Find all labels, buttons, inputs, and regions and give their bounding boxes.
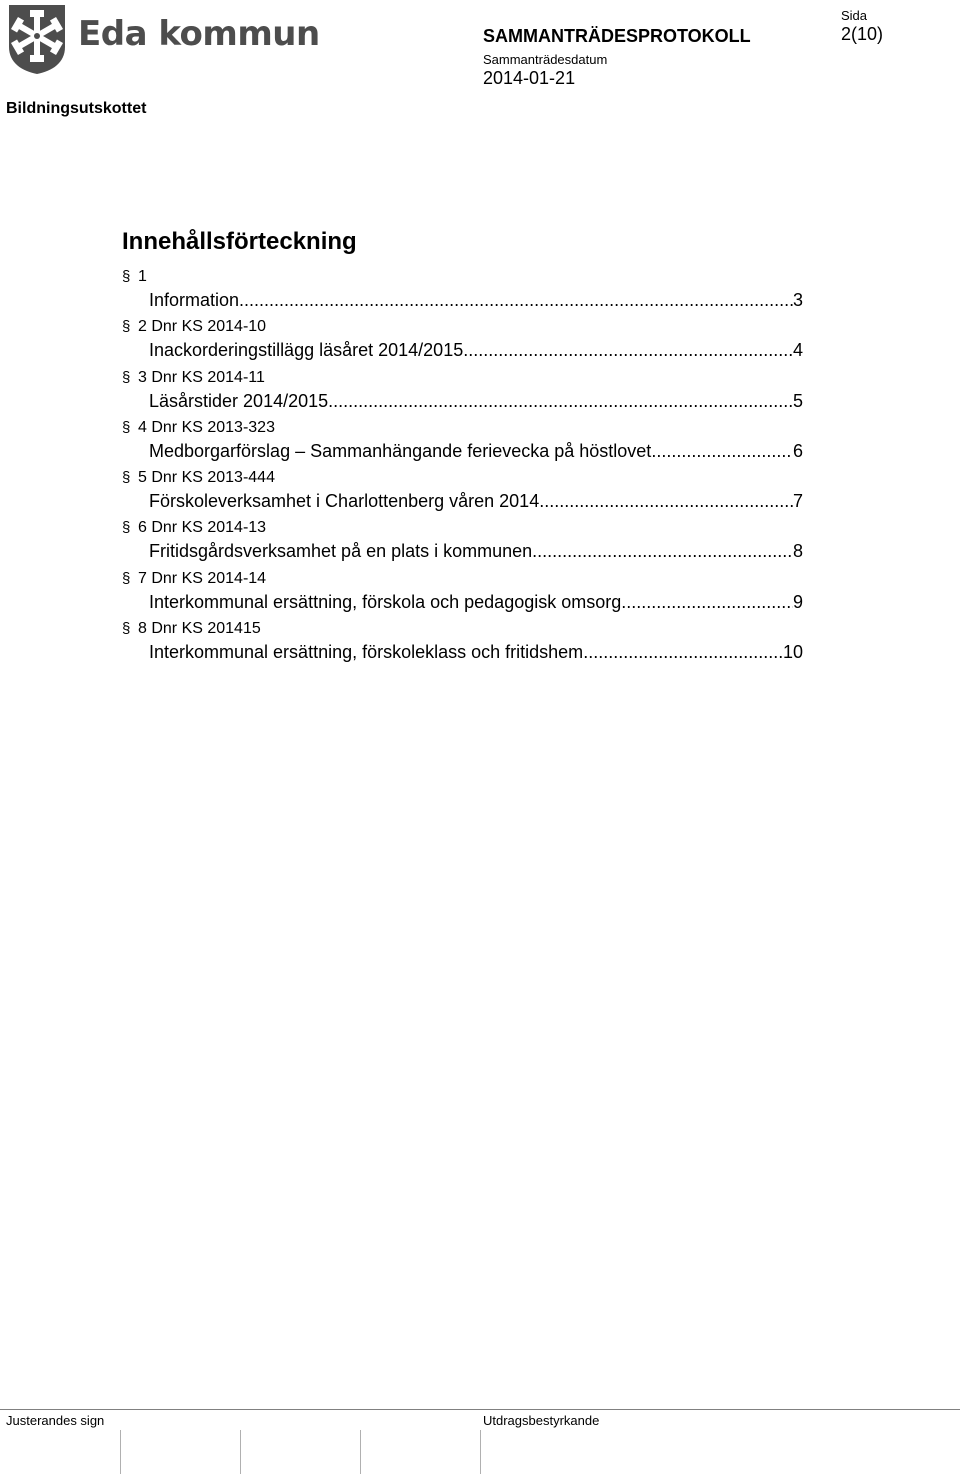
section-sign-icon: § — [122, 368, 131, 386]
toc-entry-number: 3 Dnr KS 2014-11 — [138, 368, 265, 386]
signature-box-divider — [120, 1430, 121, 1474]
toc-entry[interactable] — [122, 316, 803, 366]
page-number: 2(10) — [841, 24, 884, 44]
table-of-contents — [122, 266, 803, 668]
section-sign-icon: § — [122, 418, 131, 436]
dot-leader — [532, 539, 793, 563]
toc-entry-number: 7 Dnr KS 2014-14 — [138, 569, 267, 587]
toc-entry[interactable] — [122, 618, 803, 668]
toc-entry-page[interactable]: 8 — [792, 541, 803, 562]
toc-entry[interactable] — [122, 517, 803, 567]
toc-entry-number: 2 Dnr KS 2014-10 — [138, 318, 267, 336]
section-sign-icon: § — [122, 569, 131, 587]
dot-leader — [621, 590, 793, 614]
signature-label: Justerandes sign — [6, 1413, 105, 1428]
committee-name: Bildningsutskottet — [6, 100, 147, 117]
dot-leader — [463, 338, 793, 362]
toc-entry-title[interactable]: Fritidsgårdsverksamhet på en plats i kommunen — [149, 541, 533, 562]
section-sign-icon: § — [122, 519, 131, 537]
toc-entry-number: 6 Dnr KS 2014-13 — [138, 519, 267, 537]
section-sign-icon: § — [122, 318, 131, 336]
section-sign-icon: § — [122, 620, 131, 638]
org-name: Eda kommun — [78, 14, 320, 54]
signature-box-divider — [240, 1430, 241, 1474]
toc-entry-number: 1 — [138, 268, 147, 285]
toc-entry-title[interactable]: Information — [149, 290, 240, 310]
toc-entry-title[interactable]: Medborgarförslag – Sammanhängande ferievecka på höstlovet — [149, 440, 652, 461]
toc-entry-title[interactable]: Interkommunal ersättning, förskola och pedagogisk omsorg — [149, 591, 622, 612]
toc-entry-page[interactable]: 5 — [792, 390, 803, 411]
document-type: SAMMANTRÄDESPROTOKOLL — [483, 26, 751, 46]
section-sign-icon: § — [122, 469, 131, 487]
signature-box-divider — [360, 1430, 361, 1474]
dot-leader — [539, 489, 793, 513]
municipal-coat-of-arms-icon — [6, 3, 68, 75]
toc-entry-title[interactable]: Inackorderingstillägg läsåret 2014/2015 — [149, 340, 464, 361]
toc-entry[interactable] — [122, 417, 803, 467]
page-label: Sida — [841, 8, 868, 23]
dot-leader — [328, 389, 793, 413]
toc-entry-number: 4 Dnr KS 2013-323 — [138, 418, 275, 436]
dot-leader — [239, 288, 793, 312]
toc-entry-page[interactable]: 10 — [782, 642, 803, 663]
meeting-date-label: Sammanträdesdatum — [483, 52, 608, 67]
toc-entry[interactable] — [122, 367, 803, 417]
toc-entry-title[interactable]: Förskoleverksamhet i Charlottenberg våren 2014 — [149, 491, 540, 512]
toc-entry[interactable] — [122, 568, 803, 618]
toc-entry-page[interactable]: 7 — [792, 491, 803, 512]
signature-box-divider — [480, 1430, 481, 1474]
toc-entry[interactable] — [122, 266, 803, 316]
toc-entry[interactable] — [122, 467, 803, 517]
dot-leader — [651, 439, 793, 463]
toc-title: Innehållsförteckning — [122, 228, 357, 255]
certification-label: Utdragsbestyrkande — [483, 1413, 600, 1428]
toc-entry-number: 8 Dnr KS 201415 — [138, 620, 261, 638]
toc-entry-page[interactable]: 4 — [792, 340, 803, 361]
section-sign-icon: § — [122, 268, 131, 285]
toc-entry-page[interactable]: 6 — [792, 440, 803, 461]
footer-divider — [0, 1409, 960, 1410]
toc-entry-page[interactable]: 9 — [792, 591, 803, 612]
toc-entry-number: 5 Dnr KS 2013-444 — [138, 469, 275, 487]
meeting-date: 2014-01-21 — [483, 68, 576, 88]
dot-leader — [583, 640, 783, 664]
toc-entry-title[interactable]: Interkommunal ersättning, förskoleklass och fritidshem — [149, 642, 584, 663]
toc-entry-page[interactable]: 3 — [792, 290, 803, 310]
toc-entry-title[interactable]: Läsårstider 2014/2015 — [149, 390, 329, 411]
